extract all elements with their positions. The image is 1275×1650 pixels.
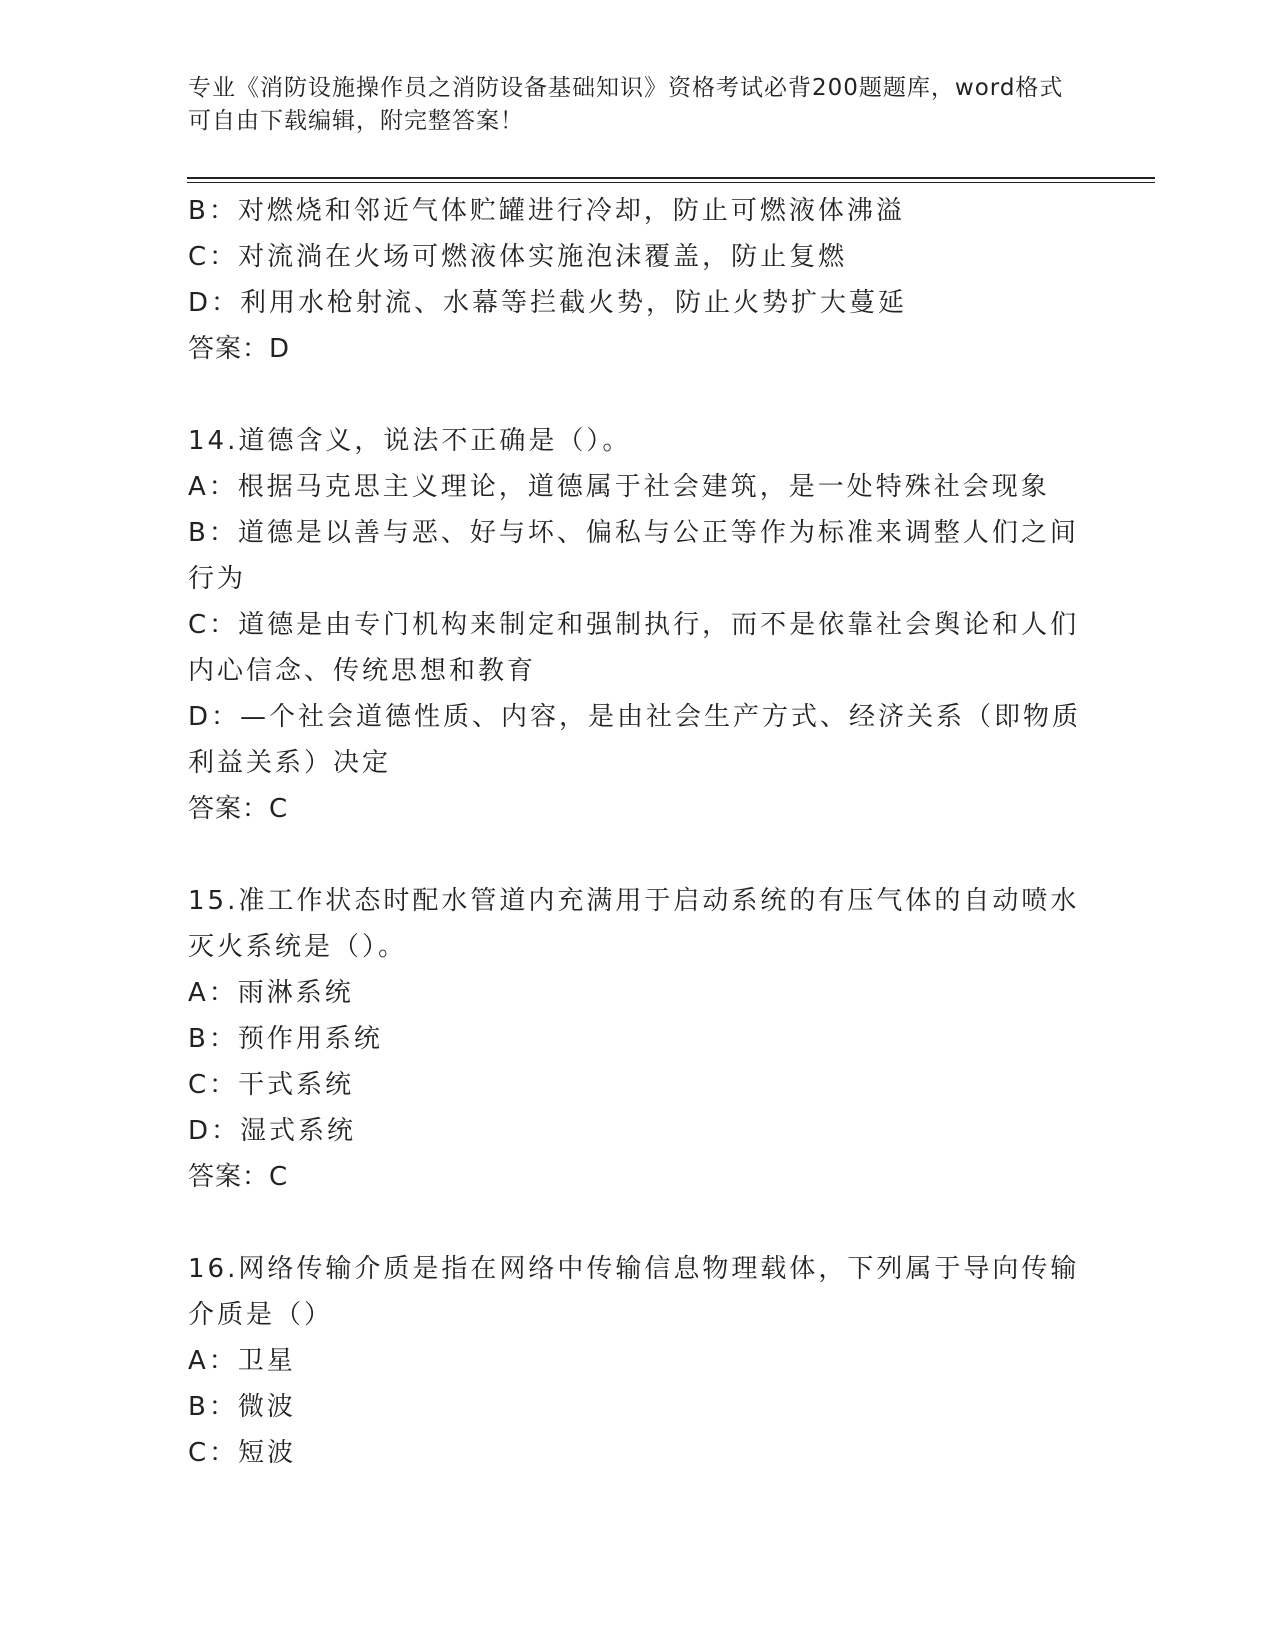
question-14-option-b-line1: B：道德是以善与恶、好与坏、偏私与公正等作为标准来调整人们之间 bbox=[188, 518, 1079, 548]
question-15-answer: 答案：C bbox=[188, 1162, 289, 1192]
answer-line: 答案：D bbox=[188, 334, 291, 364]
question-14-stem: 14.道德含义，说法不正确是（）。 bbox=[188, 426, 632, 456]
question-14-option-d-line1: D：—个社会道德性质、内容，是由社会生产方式、经济关系（即物质 bbox=[188, 702, 1082, 732]
question-16-stem-line1: 16.网络传输介质是指在网络中传输信息物理载体，下列属于导向传输 bbox=[188, 1254, 1080, 1284]
question-content bbox=[188, 188, 1082, 1476]
question-16-option-a: A：卫星 bbox=[188, 1346, 296, 1376]
question-14-option-a: A：根据马克思主义理论，道德属于社会建筑，是一处特殊社会现象 bbox=[188, 472, 1050, 502]
question-15-option-a: A：雨淋系统 bbox=[188, 978, 354, 1008]
question-14-option-d-line2: 利益关系）决定 bbox=[188, 748, 392, 778]
header-rule-thin bbox=[187, 182, 1155, 183]
option-d: D：利用水枪射流、水幕等拦截火势，防止火势扩大蔓延 bbox=[188, 288, 908, 318]
question-16-option-c: C：短波 bbox=[188, 1438, 297, 1468]
document-header: 专业《消防设施操作员之消防设备基础知识》资格考试必背200题题库，word格式可自由下载编辑，附完整答案！ bbox=[188, 75, 1064, 134]
question-16-option-b: B：微波 bbox=[188, 1392, 296, 1422]
option-c: C：对流淌在火场可燃液体实施泡沫覆盖，防止复燃 bbox=[188, 242, 848, 272]
header-rule-thick bbox=[187, 177, 1155, 179]
question-15-option-b: B：预作用系统 bbox=[188, 1024, 383, 1054]
question-14-option-c-line1: C：道德是由专门机构来制定和强制执行，而不是依靠社会舆论和人们 bbox=[188, 610, 1080, 640]
option-b: B：对燃烧和邻近气体贮罐进行冷却，防止可燃液体沸溢 bbox=[188, 196, 905, 226]
question-15-option-d: D：湿式系统 bbox=[188, 1116, 357, 1146]
question-14-answer: 答案：C bbox=[188, 794, 289, 824]
question-16-stem-line2: 介质是（） bbox=[188, 1300, 334, 1330]
question-15-stem-line2: 灭火系统是（）。 bbox=[188, 932, 408, 962]
question-14-option-c-line2: 内心信念、传统思想和教育 bbox=[188, 656, 537, 686]
question-15-stem-line1: 15.准工作状态时配水管道内充满用于启动系统的有压气体的自动喷水 bbox=[188, 886, 1080, 916]
question-14-option-b-line2: 行为 bbox=[188, 564, 247, 594]
question-15-option-c: C：干式系统 bbox=[188, 1070, 355, 1100]
